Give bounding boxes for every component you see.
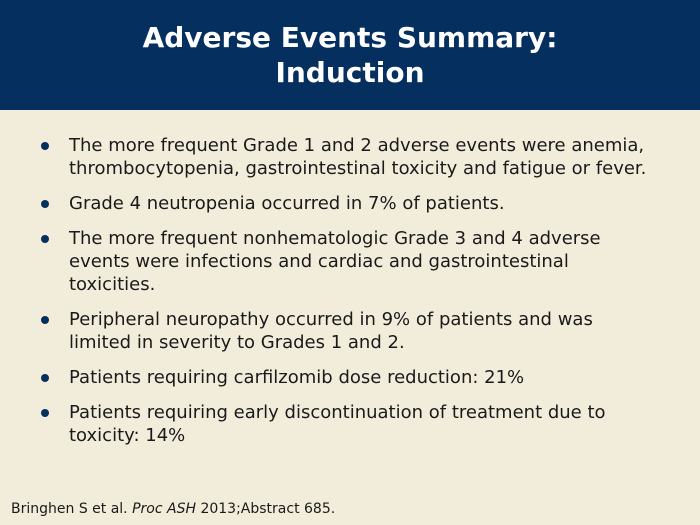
citation-details: 2013;Abstract 685. (200, 501, 336, 517)
bullet-dot-icon (41, 142, 49, 150)
bullet-dot-icon (41, 409, 49, 417)
bullet-item (40, 308, 660, 354)
title-bar (0, 0, 700, 110)
bullet-dot-icon (41, 200, 49, 208)
bullet-list (40, 134, 660, 459)
bullet-dot-icon (41, 235, 49, 243)
bullet-dot-icon (41, 316, 49, 324)
bullet-item (40, 401, 660, 447)
slide-title: Adverse Events Summary: Induction (142, 21, 558, 89)
bullet-item (40, 366, 660, 389)
bullet-text: Patients requiring carfilzomib dose reduction: 21% (69, 367, 525, 388)
bullet-text: Peripheral neuropathy occurred in 9% of patients and was limited in severity to Grades 1 and 2. (69, 309, 593, 353)
bullet-item (40, 134, 660, 180)
bullet-text: The more frequent nonhematologic Grade 3 and 4 adverse events were infections and cardiac and gastrointestinal toxicities. (69, 228, 601, 295)
bullet-item (40, 227, 660, 296)
bullet-text: Grade 4 neutropenia occurred in 7% of patients. (69, 193, 505, 214)
bullet-dot-icon (41, 374, 49, 382)
citation-authors: Bringhen S et al. (11, 501, 128, 517)
bullet-item (40, 192, 660, 215)
citation-journal: Proc ASH (132, 501, 196, 517)
citation (11, 500, 335, 518)
bullet-text: The more frequent Grade 1 and 2 adverse events were anemia, thrombocytopenia, gastrointestinal toxicity and fatigue or fever. (69, 135, 647, 179)
bullet-text: Patients requiring early discontinuation of treatment due to toxicity: 14% (69, 402, 606, 446)
